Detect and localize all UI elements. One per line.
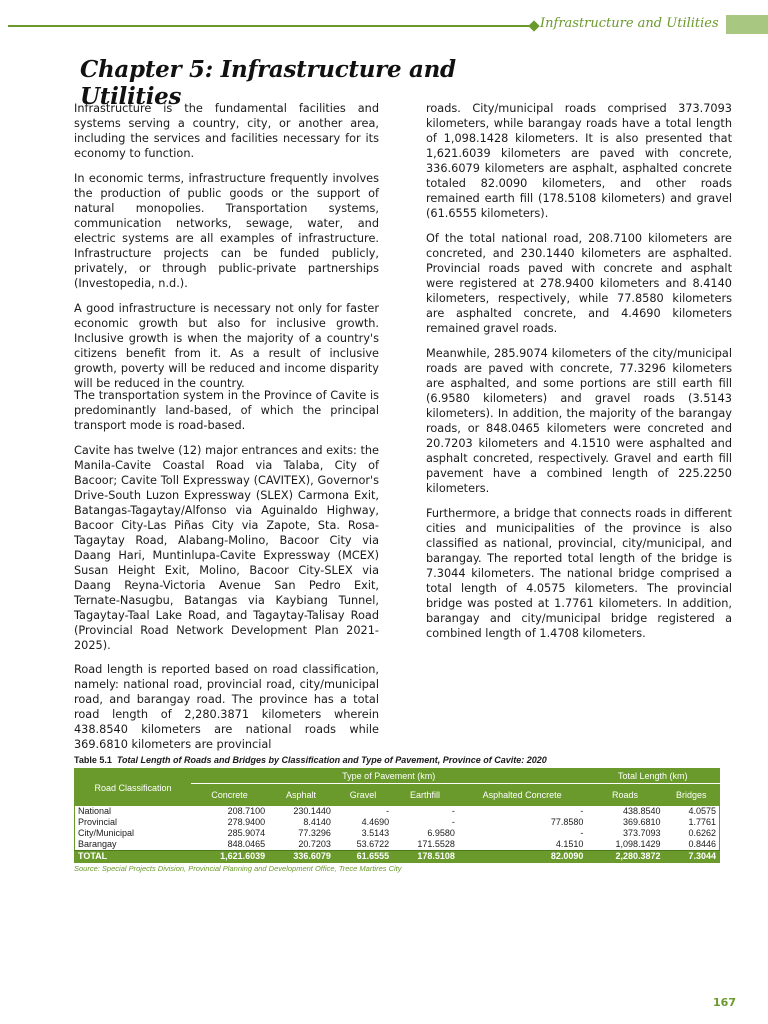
column-header: Gravel (334, 784, 392, 807)
table-cell: 4.0575 (688, 806, 716, 816)
table-caption (74, 755, 720, 765)
table-cell: 373.7093 (622, 828, 661, 838)
table-cell: 8.4140 (303, 817, 331, 827)
paragraph: In economic terms, infrastructure frequently involves the production of public goods or the support of natural monopolies. Transportation systems, communication networks, sewage, water, and electric systems are all examples of infrastructure. Infrastructure projects can be funded publicly, privately, or through public-private partnerships (Investopedia, n.d.). (74, 172, 379, 290)
right-column (426, 101, 732, 651)
row-label: Barangay (78, 839, 117, 849)
left-column-bottom (74, 662, 379, 762)
table-cell: 178.5108 (392, 851, 458, 863)
table-row (75, 806, 720, 817)
corner-tab (726, 15, 768, 34)
table-total-row (75, 851, 720, 863)
paragraph: Furthermore, a bridge that connects roads in different cities and municipalities of the province is also classified as national, provincial, city/municipal, and barangay. The reported total length of the bridge is 7.3044 kilometers. The national bridge comprised a total length of 4.0575 kilometers. The provincial bridge was posted at 1.7761 kilometers. In addition, barangay and city/municipal bridge registered a combined length of 1.4708 kilometers. (426, 507, 732, 640)
table-cell: 53.6722 (356, 839, 390, 849)
header-total-group: Total Length (km) (586, 769, 719, 784)
table-title: Total Length of Roads and Bridges by Classification and Type of Pavement, Province of Cavite: 2020 (116, 755, 547, 765)
column-header: Asphalt (268, 784, 334, 807)
table-cell: - (451, 817, 455, 827)
table-cell: 2,280.3872 (586, 851, 663, 863)
table-row (75, 817, 720, 828)
table-cell: 208.7100 (227, 806, 266, 816)
table-cell: 77.3296 (298, 828, 331, 838)
table-cell: 0.6262 (688, 828, 716, 838)
table-cell: 4.4690 (361, 817, 390, 827)
table-cell: 230.1440 (293, 806, 331, 816)
header-classification: Road Classification (75, 769, 192, 807)
header-pavement-group: Type of Pavement (km) (191, 769, 586, 784)
table-cell: 171.5528 (417, 839, 455, 849)
table-cell: 285.9074 (227, 828, 266, 838)
table-cell: 4.1510 (555, 839, 584, 849)
paragraph: Road length is reported based on road classification, namely: national road, provincial road, city/municipal road, and barangay road. The province has a total road length of 2,280.3871 kilometers wherein 438.8540 kilometers are national roads while 369.6810 kilometers are provincial (74, 663, 379, 751)
table-cell: 278.9400 (227, 817, 266, 827)
table-number: Table 5.1 (74, 755, 112, 765)
chapter-title: Chapter 5: Infrastructure and Utilities (80, 56, 456, 110)
row-label: City/Municipal (78, 828, 135, 838)
roads-bridges-table-block (74, 755, 720, 873)
table-cell: 20.7203 (298, 839, 331, 849)
row-label: TOTAL (75, 851, 192, 863)
table-cell: 7.3044 (664, 851, 720, 863)
column-header: Concrete (191, 784, 268, 807)
paragraph: The transportation system in the Province of Cavite is predominantly land-based, of which the principal transport mode is road-based. (74, 389, 379, 432)
table-row (75, 828, 720, 839)
table-row (75, 839, 720, 851)
paragraph: Infrastructure is the fundamental facilities and systems serving a country, city, or another area, including the services and facilities necessary for its economy to function. (74, 102, 379, 160)
left-column-top (74, 101, 379, 401)
header-rule (8, 25, 538, 27)
table-cell: 3.5143 (361, 828, 390, 838)
table-cell: 77.8580 (550, 817, 584, 827)
table-cell: 82.0090 (458, 851, 587, 863)
column-header: Asphalted Concrete (458, 784, 587, 807)
column-header: Bridges (664, 784, 720, 807)
left-column-middle (74, 388, 379, 663)
table-cell: 1,621.6039 (191, 851, 268, 863)
table-cell: - (580, 806, 584, 816)
table-cell: 1.7761 (688, 817, 716, 827)
header-rule-tip (528, 20, 539, 31)
column-header: Earthfill (392, 784, 458, 807)
table-cell: - (386, 806, 390, 816)
table-cell: 848.0465 (227, 839, 266, 849)
column-header: Roads (586, 784, 663, 807)
table-cell: 369.6810 (622, 817, 661, 827)
table-cell: 0.8446 (688, 839, 716, 849)
paragraph: Cavite has twelve (12) major entrances and exits: the Manila-Cavite Coastal Road via Talaba, City of Bacoor; Cavite Toll Expressway (CAVITEX), Governor's Drive-South Luzon Expressway (SLEX) Carmona Exit, Batangas-Tagaytay/Alfonso via Aguinaldo Highway, Bacoor City-Las Piñas City via Zapote, Sta. Rosa-Tagaytay Road, Alabang-Molino, Bacoor City via Daang Hari, Muntinlupa-Cavite Expressway (MCEX) Susan Height Exit, Molino, Bacoor City-SLEX via Daang Reyna-Victoria Avenue San Pedro Exit, Ternate-Nasugbu, Batangas via Kaybiang Tunnel, Tagaytay-Taal Lake Road, and Tagaytay-Talisay Road (Provincial Road Network Development Plan 2021-2025). (74, 444, 379, 652)
paragraph: A good infrastructure is necessary not only for faster economic growth but also for inclusive growth. Inclusive growth is when the majority of a country's citizens benefit from it. As a result of inclusive growth, poverty will be reduced and income disparity will be reduced in the country. (74, 302, 379, 390)
table-cell: - (451, 806, 455, 816)
roads-bridges-table (74, 768, 720, 863)
table-source: Source: Special Projects Division, Provincial Planning and Development Office, Trece Martires City (74, 864, 402, 873)
table-cell: 61.6555 (334, 851, 392, 863)
table-cell: 336.6079 (268, 851, 334, 863)
table-cell: 438.8540 (622, 806, 661, 816)
paragraph: Meanwhile, 285.9074 kilometers of the city/municipal roads are paved with concrete, 77.3296 kilometers are asphalted, and some portions are still earth fill (6.9580 kilometers) and gravel roads (3.5143 kilometers). In addition, the majority of the barangay roads, or 848.0465 kilometers were concreted and 20.7203 kilometers and 4.1510 were asphalted and asphalt concreted, respectively. Gravel and earth fill pavement have a combined length of 225.2250 kilometers. (426, 347, 732, 495)
table-cell: 1,098.1429 (615, 839, 661, 849)
paragraph: Of the total national road, 208.7100 kilometers are concreted, and 230.1440 kilometers are asphalted. Provincial roads paved with concrete and asphalt were registered at 278.9400 kilometers and 8.4140 kilometers, respectively, while 77.8580 kilometers are asphalted concrete, and 4.4690 kilometers remained gravel roads. (426, 232, 732, 335)
page-number: 167 (713, 996, 736, 1009)
running-header: Infrastructure and Utilities (540, 16, 719, 31)
row-label: National (78, 806, 112, 816)
paragraph: roads. City/municipal roads comprised 373.7093 kilometers, while barangay roads have a total length of 1,098.1428 kilometers. It is also presented that 1,621.6039 kilometers are paved with concrete, 336.6079 kilometers are asphalt, asphalted concrete totaled 82.0090 kilometers, and other roads remained earth fill (178.5108 kilometers) and gravel (61.6555 kilometers). (426, 102, 732, 220)
row-label: Provincial (78, 817, 118, 827)
table-cell: 6.9580 (427, 828, 455, 838)
table-cell: - (580, 828, 584, 838)
